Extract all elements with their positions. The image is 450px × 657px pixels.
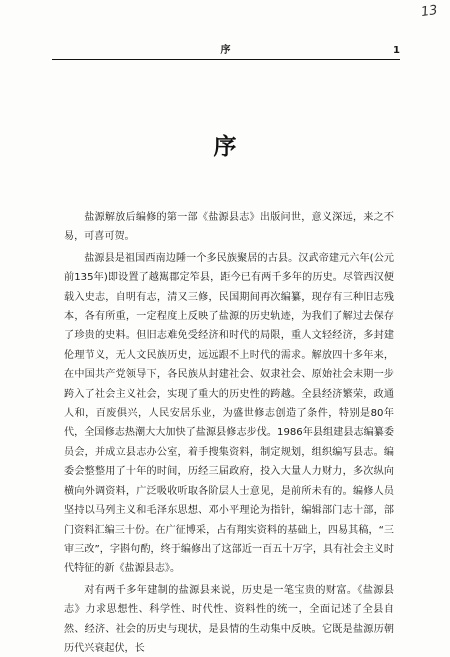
paragraph: 盐源解放后编修的第一部《盐源县志》出版问世，意义深远，来之不易，可喜可贺。: [64, 212, 394, 243]
paragraph: 对有两千多年建制的盐源县来说，历史是一笔宝贵的财富。《盐源县志》力求思想性、科学性、时代性、资料性的统一，全面记述了全县自然、经济、社会的历史与现状，是县情的生动集中反映。它既是盐源历朝历代兴衰起伏，长: [64, 584, 394, 654]
running-header: [52, 42, 400, 60]
handwritten-page-mark: 13: [420, 2, 439, 21]
running-header-title: 序: [220, 45, 232, 56]
chapter-title: 序: [213, 134, 237, 160]
page-number: 1: [393, 45, 400, 56]
body-text: [64, 208, 394, 657]
paragraph: 盐源县是祖国西南边陲一个多民族聚居的古县。汉武帝建元六年(公元前135年)即设置了越嶲郡定笮县，距今已有两千多年的历史。尽管西汉便载入史志，自明有志，清又三修，民国期间再次编纂，现存有三种旧志残本，各有所重，一定程度上反映了盐源的历史轨迹，为我们了解过去保存了珍贵的史料。但旧志难免受经济和时代的局限，重人文轻经济，多封建伦理节义，无人文民族历史，远远跟不上时代的需求。解放四十多年来，在中国共产党领导下，各民族从封建社会、奴隶社会、原始社会末期一步跨入了社会主义社会，实现了重大的历史性的跨越。全县经济繁荣，政通人和，百废俱兴，人民安居乐业，为盛世修志创造了条件，特别是80年代，全国修志热潮大大加快了盐源县修志步伐。1986年县组建县志编纂委员会，并成立县志办公室，着手搜集资料，制定规划，组织编写县志。编委会整整用了十年的时间，历经三届政府，投入大量人力财力，多次纵向横向外调资料，广泛吸收听取各阶层人士意见，是前所未有的。编修人员坚持以马列主义和毛泽东思想、邓小平理论为指针，编辑部门志十部，部门资料汇编三十份。在广征博采，占有翔实资料的基础上，四易其稿，“三审三改”，字斟句酌，终于编修出了这部近一百五十万字，具有社会主义时代特征的新《盐源县志》。: [64, 252, 394, 575]
